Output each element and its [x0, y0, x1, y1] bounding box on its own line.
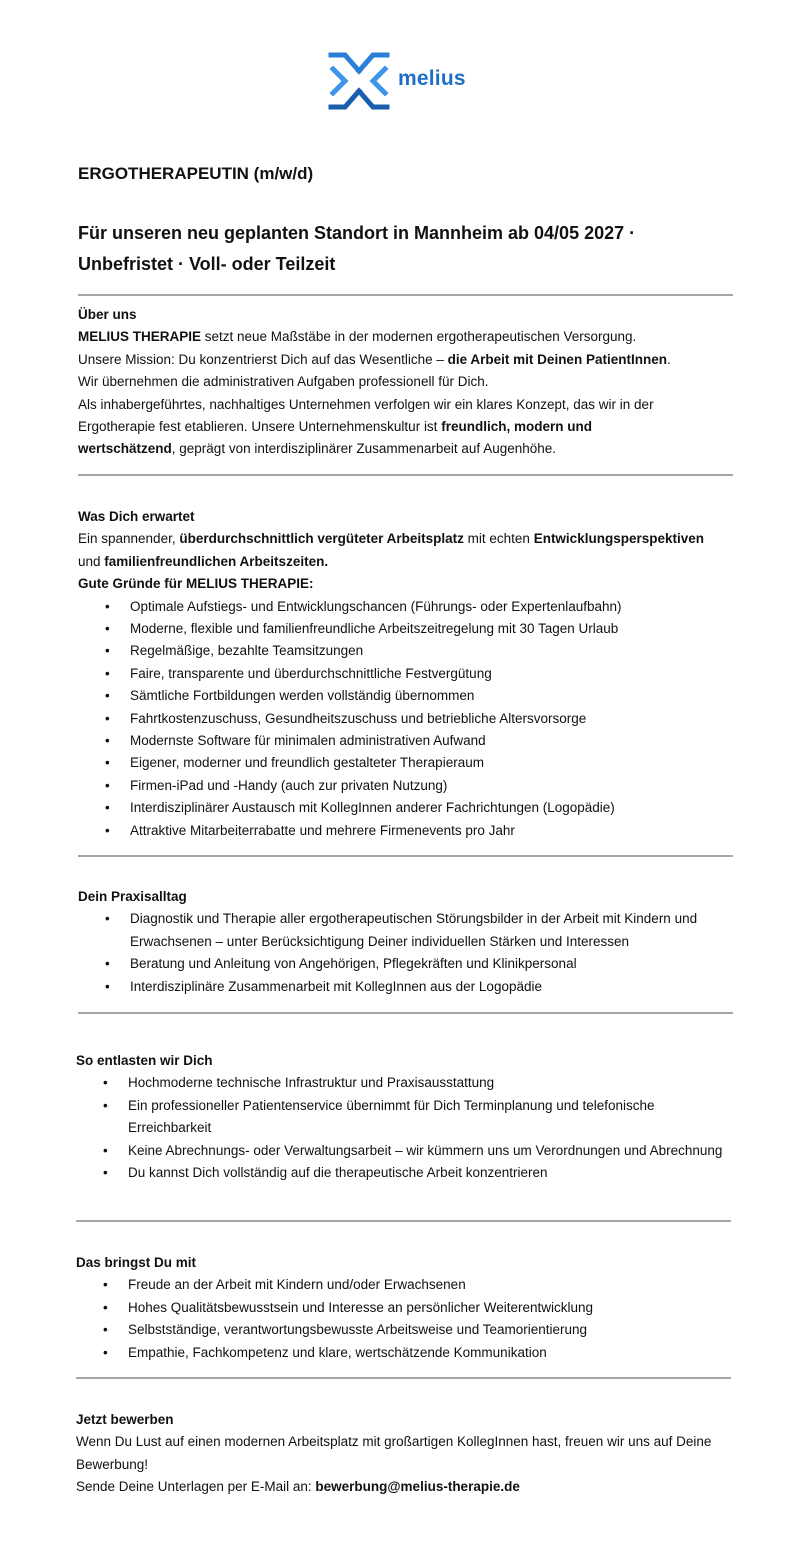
about-line: wertschätzend, geprägt von interdisziplinärer Zusammenarbeit auf Augenhöhe.: [78, 441, 557, 457]
list-item: • Du kannst Dich vollständig auf die therapeutische Arbeit konzentrieren: [76, 1162, 728, 1184]
apply-heading: Jetzt bewerben: [76, 1412, 174, 1427]
list-item: • Hochmoderne technische Infrastruktur und Praxisausstattung: [76, 1072, 728, 1094]
expect-section: [78, 506, 748, 842]
headline-line-2: Unbefristet · Voll- oder Teilzeit: [78, 254, 336, 274]
about-line: Wir übernehmen die administrativen Aufgaben professionell für Dich.: [78, 374, 489, 390]
apply-text: Wenn Du Lust auf einen modernen Arbeitsplatz mit großartigen KollegInnen hast, freuen wir uns auf Deine Bewerbung!: [76, 1434, 712, 1472]
list-item: • Interdisziplinärer Austausch mit KollegInnen anderer Fachrichtungen (Logopädie): [78, 797, 748, 819]
list-item: • Hohes Qualitätsbewusstsein und Interesse an persönlicher Weiterentwicklung: [76, 1297, 731, 1319]
divider: [78, 1012, 733, 1014]
divider: [78, 294, 733, 296]
melius-logo: [327, 49, 477, 113]
practice-list: [78, 908, 733, 998]
list-item: • Moderne, flexible und familienfreundliche Arbeitszeitregelung mit 30 Tagen Urlaub: [78, 618, 748, 640]
bring-heading: Das bringst Du mit: [76, 1255, 197, 1270]
list-item: • Empathie, Fachkompetenz und klare, wertschätzende Kommunikation: [76, 1342, 731, 1364]
practice-section: [78, 886, 733, 998]
list-item: • Faire, transparente und überdurchschnittliche Festvergütung: [78, 663, 748, 685]
apply-mail-prefix: Sende Deine Unterlagen per E-Mail an:: [76, 1479, 316, 1495]
divider: [76, 1377, 731, 1379]
headline-line-1: Für unseren neu geplanten Standort in Mannheim ab 04/05 2027 ·: [78, 223, 636, 243]
list-item: • Selbstständige, verantwortungsbewusste Arbeitsweise und Teamorientierung: [76, 1319, 731, 1341]
melius-x-mark-icon: [327, 49, 391, 113]
expect-line: Ein spannender, überdurchschnittlich vergüteter Arbeitsplatz mit echten Entwicklungsperspektiven: [78, 531, 704, 547]
job-title: ERGOTHERAPEUTIN (m/w/d): [78, 164, 314, 183]
list-item: • Diagnostik und Therapie aller ergotherapeutischen Störungsbilder in der Arbeit mit Kindern und Erwachsenen – unter Berücksichtigung Deiner individuellen Stärken und Interessen: [78, 908, 733, 953]
divider: [78, 474, 733, 476]
list-item: • Ein professioneller Patientenservice übernimmt für Dich Terminplanung und telefonische Erreichbarkeit: [76, 1095, 728, 1140]
list-item: • Optimale Aufstiegs- und Entwicklungschancen (Führungs- oder Expertenlaufbahn): [78, 596, 748, 618]
apply-section: [76, 1409, 736, 1499]
list-item: • Freude an der Arbeit mit Kindern und/oder Erwachsenen: [76, 1274, 731, 1296]
headline: [78, 218, 718, 280]
list-item: • Fahrtkostenzuschuss, Gesundheitszuschuss und betriebliche Altersvorsorge: [78, 708, 748, 730]
list-item: • Firmen-iPad und -Handy (auch zur privaten Nutzung): [78, 775, 748, 797]
expect-heading: Was Dich erwartet: [78, 509, 195, 524]
list-item: • Sämtliche Fortbildungen werden vollständig übernommen: [78, 685, 748, 707]
relief-heading: So entlasten wir Dich: [76, 1053, 213, 1068]
list-item: • Attraktive Mitarbeiterrabatte und mehrere Firmenevents pro Jahr: [78, 820, 748, 842]
list-item: • Keine Abrechnungs- oder Verwaltungsarbeit – wir kümmern uns um Verordnungen und Abrechnung: [76, 1140, 728, 1162]
list-item: • Modernste Software für minimalen administrativen Aufwand: [78, 730, 748, 752]
list-item: • Interdisziplinäre Zusammenarbeit mit KollegInnen aus der Logopädie: [78, 976, 733, 998]
about-line: Unsere Mission: Du konzentrierst Dich auf das Wesentliche – die Arbeit mit Deinen PatientInnen.: [78, 351, 671, 367]
reasons-heading: Gute Gründe für MELIUS THERAPIE:: [78, 576, 314, 592]
expect-line: und familienfreundlichen Arbeitszeiten.: [78, 553, 329, 569]
about-line: MELIUS THERAPIE setzt neue Maßstäbe in der modernen ergotherapeutischen Versorgung.: [78, 329, 637, 345]
relief-section: [76, 1050, 728, 1184]
relief-list: [76, 1072, 728, 1184]
email-link[interactable]: bewerbung@melius-therapie.de: [315, 1479, 520, 1495]
bring-list: [76, 1274, 731, 1364]
logo-wordmark: melius: [398, 67, 466, 90]
divider: [76, 1220, 731, 1222]
list-item: • Eigener, moderner und freundlich gestalteter Therapieraum: [78, 752, 748, 774]
apply-mail-line: [76, 1476, 736, 1498]
about-line: Ergotherapie fest etablieren. Unsere Unternehmenskultur ist freundlich, modern und: [78, 419, 592, 435]
bring-section: [76, 1252, 731, 1364]
about-section: [78, 304, 738, 461]
list-item: • Beratung und Anleitung von Angehörigen, Pflegekräften und Klinikpersonal: [78, 953, 733, 975]
reasons-list: [78, 596, 748, 842]
list-item: • Regelmäßige, bezahlte Teamsitzungen: [78, 640, 748, 662]
about-line: Als inhabergeführtes, nachhaltiges Unternehmen verfolgen wir ein klares Konzept, das wir in der: [78, 396, 654, 412]
about-heading: Über uns: [78, 307, 137, 322]
divider: [78, 855, 733, 857]
practice-heading: Dein Praxisalltag: [78, 889, 187, 904]
